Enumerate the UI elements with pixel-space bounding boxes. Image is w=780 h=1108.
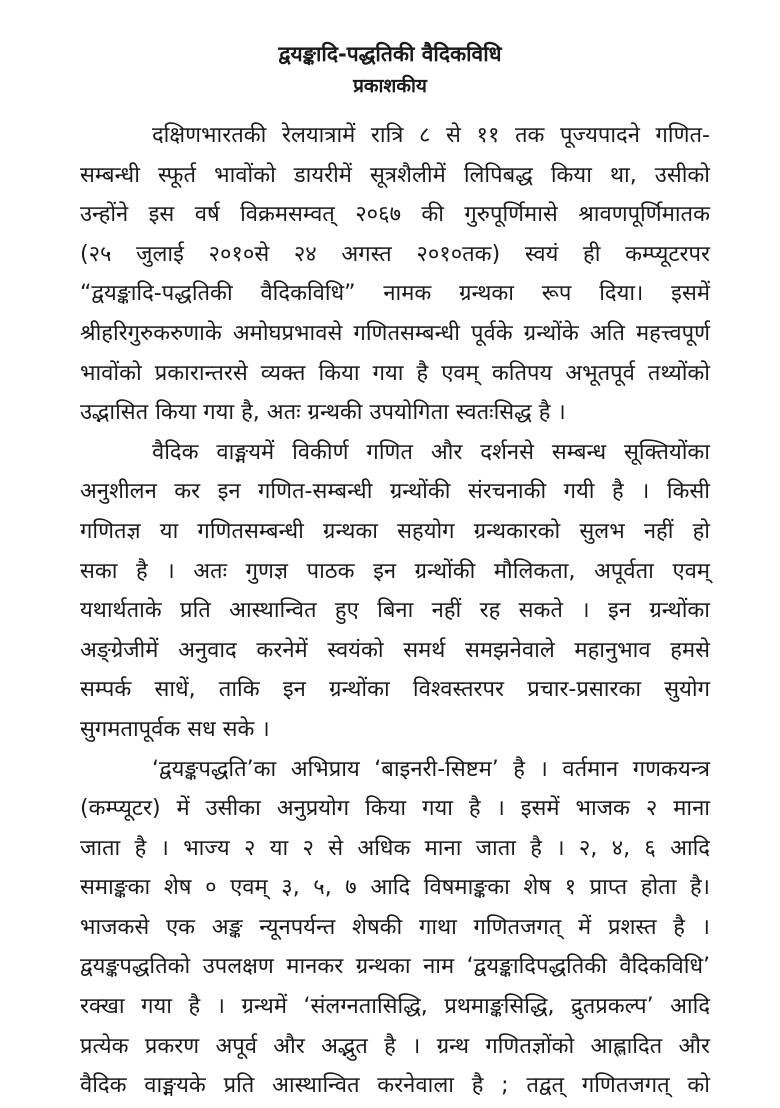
text-line: भाजकसे एक अङ्क न्यूनपर्यन्त शेषकी गाथा गणितजगत् में प्रशस्त है । (80, 914, 710, 940)
paragraph-1 (80, 116, 710, 433)
text-line: द्वयङ्कपद्धतिको उपलक्षण मानकर ग्रन्थका नाम ‘द्वयङ्कादिपद्धतिकी वैदिकविधि’ (80, 954, 710, 980)
text-line: रक्खा गया है । ग्रन्थमें ‘संलग्नतासिद्धि, प्रथमाङ्कसिद्धि, द्रुतप्रकल्प’ आदि (80, 994, 710, 1020)
text-line: भावोंको प्रकारान्तरसे व्यक्त किया गया है एवम् कतिपय अभूतपूर्व तथ्योंको (80, 360, 710, 386)
text-line: सका है । अतः गुणज्ञ पाठक इन ग्रन्थोंकी मौलिकता, अपूर्वता एवम् (80, 558, 710, 584)
text-line: (कम्प्यूटर) में उसीका अनुप्रयोग किया गया है । इसमें भाजक २ माना (80, 796, 710, 822)
text-line: यथार्थताके प्रति आस्थान्वित हुए बिना नहीं रह सकते । इन ग्रन्थोंका (80, 598, 710, 624)
text-line: प्रत्येक प्रकरण अपूर्व और अद्भुत है । ग्रन्थ गणितज्ञोंको आह्लादित और (80, 1033, 710, 1059)
text-line: उद्भासित किया गया है, अतः ग्रन्थकी उपयोगिता स्वतःसिद्ध है । (80, 400, 566, 426)
text-line: सम्पर्क साधें, ताकि इन ग्रन्थोंका विश्वस्तरपर प्रचार-प्रसारका सुयोग (80, 677, 710, 703)
paragraph-3 (80, 750, 710, 1106)
text-line: सुगमतापूर्वक सध सके । (80, 716, 270, 742)
text-line: अनुशीलन कर इन गणित-सम्बन्धी ग्रन्थोंकी संरचनाकी गयी है । किसी (80, 479, 710, 505)
text-line: सम्बन्धी स्फूर्त भावोंको डायरीमें सूत्रशैलीमें लिपिबद्ध किया था, उसीको (80, 162, 710, 188)
text-line: ‘द्वयङ्कपद्धति’का अभिप्राय ‘बाइनरी-सिष्टम’ है । वर्तमान गणकयन्त्र (152, 756, 710, 782)
section-heading: प्रकाशकीय (353, 75, 427, 97)
document-body (80, 116, 710, 1106)
document-title: द्वयङ्कादि-पद्धतिकी वैदिकविधि (278, 42, 502, 66)
text-line: दक्षिणभारतकी रेलयात्रामें रात्रि ८ से ११ तक पूज्यपादने गणित- (152, 123, 710, 148)
paragraph-2 (80, 433, 710, 750)
text-line: जाता है । भाज्य २ या २ से अधिक माना जाता है । २, ४, ६ आदि (80, 835, 710, 861)
text-line: अङ्ग्रेजीमें अनुवाद करनेमें स्वयंको समर्थ समझनेवाले महानुभाव हमसे (80, 637, 710, 663)
text-line: समाङ्कका शेष ० एवम् ३, ५, ७ आदि विषमाङ्कका शेष १ प्राप्त होता है। (80, 875, 710, 901)
text-line: गणितज्ञ या गणितसम्बन्धी ग्रन्थका सहयोग ग्रन्थकारको सुलभ नहीं हो (80, 518, 710, 544)
text-line: श्रीहरिगुरुकरुणाके अमोघप्रभावसे गणितसम्बन्धी पूर्वके ग्रन्थोंके अति महत्त्वपूर्ण (80, 320, 710, 346)
text-line: उन्होंने इस वर्ष विक्रमसम्वत् २०६७ की गुरुपूर्णिमासे श्रावणपूर्णिमातक (80, 202, 710, 228)
text-line: “द्वयङ्कादि-पद्धतिकी वैदिकविधि” नामक ग्रन्थका रूप दिया। इसमें (80, 281, 710, 307)
text-line: वैदिक वाङ्मयमें विकीर्ण गणित और दर्शनसे सम्बन्ध सूक्तियोंका (152, 439, 710, 465)
text-line: (२५ जुलाई २०१०से २४ अगस्त २०१०तक) स्वयं ही कम्प्यूटरपर (80, 241, 710, 267)
text-line: वैदिक वाङ्मयके प्रति आस्थान्वित करनेवाला है ; तद्वत् गणितजगत् को (80, 1073, 710, 1099)
